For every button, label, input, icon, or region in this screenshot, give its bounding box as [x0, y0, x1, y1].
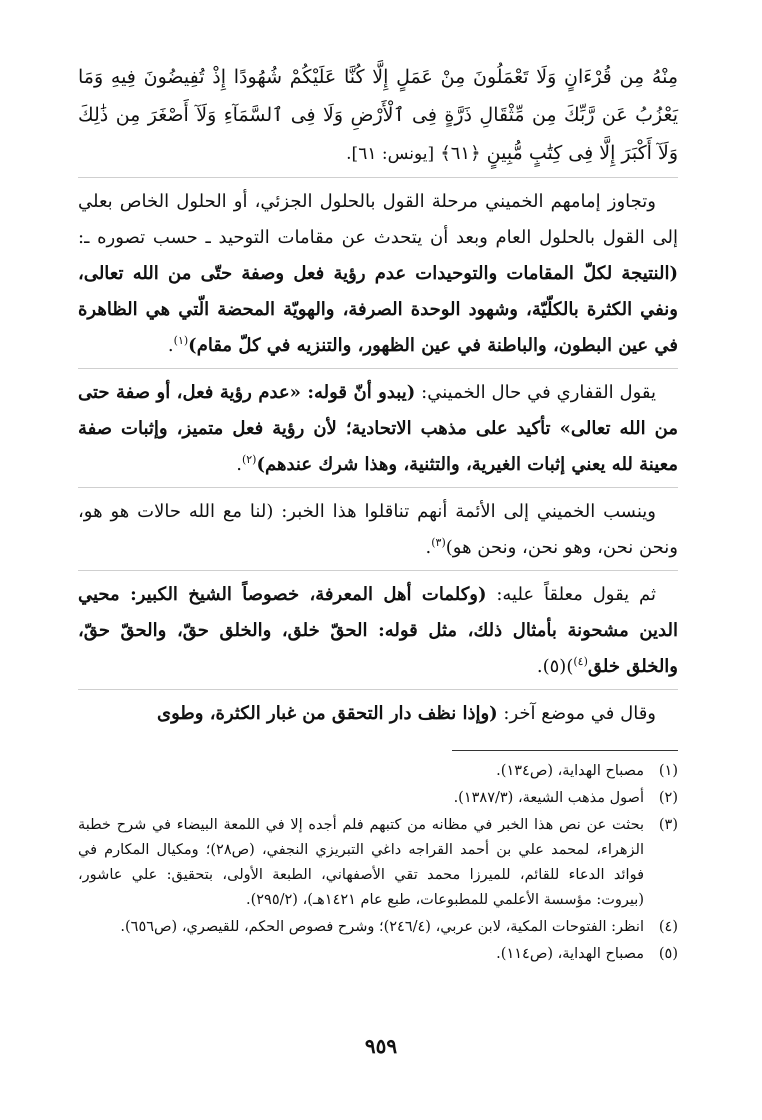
quran-verse-text: مِنْهُ مِن قُرْءَانٍ وَلَا تَعْمَلُونَ مِنْ عَمَلٍ إِلَّا كُنَّا عَلَيْكُمْ شُهُودًا إِذْ تُفِيضُونَ فِيهِ وَمَا يَعْزُبُ عَن رَّبِّكَ مِن مِّثْقَالِ ذَرَّةٍ فِى ٱلْأَرْضِ وَلَا فِى ٱلسَّمَآءِ وَلَآ أَصْغَرَ مِن ذَٰلِكَ وَلَآ أَكْبَرَ إِلَّا فِى كِتَٰبٍ مُّبِينٍ	[78, 66, 678, 164]
footnote-marker[interactable]: (١)	[173, 334, 189, 347]
paragraph-1	[78, 177, 678, 368]
paragraph-4	[78, 570, 678, 689]
paragraph-plain-text: وينسب الخميني إلى الأئمة أنهم تناقلوا هذا الخبر: (لنا مع الله حالات هو هو، ونحن نحن، وهو نحن، ونحن هو)	[78, 501, 678, 558]
paragraph-tail: )(٥).	[536, 656, 574, 677]
paragraph-plain-text: وقال في موضع آخر:	[497, 703, 656, 724]
footnote-text: بحثت عن نص هذا الخبر في مظانه من كتبهم فلم أجده إلا في اللمعة البيضاء في شرح خطبة الزهراء، لمحمد علي بن أحمد القراجه داغي التبريزي النجفي، (ص٢٨)؛ ومكيال المكارم في فوائد الدعاء للقائم، للميرزا محمد تقي الأصفهاني، الطبعة الأولى، بتحقيق: علي عاشور، (بيروت: مؤسسة الأعلمي للمطبوعات، طبع عام ١٤٢١هـ)، (٢٩٥/٢).	[78, 817, 644, 908]
paragraph-plain-text: يقول القفاري في حال الخميني:	[415, 382, 656, 403]
paragraph-quote: (وكلمات أهل المعرفة، خصوصاً الشيخ الكبير: محيي الدين مشحونة بأمثال ذلك، مثل قوله: الحقّ خلق، والخلق حقّ، والحقّ حقّ، والخلق خلق	[78, 584, 678, 677]
paragraph-tail: .	[167, 335, 174, 356]
footnote-number: (٤)	[658, 919, 678, 935]
paragraph-plain-text: ثم يقول معلقاً عليه:	[486, 584, 657, 605]
footnote-text: انظر: الفتوحات المكية، لابن عربي، (٢٤٦/٤)؛ وشرح فصوص الحكم، للقيصري، (ص٦٥٦).	[120, 919, 644, 935]
footnote-separator	[452, 750, 678, 751]
footnote-number: (٢)	[658, 790, 678, 806]
footnote-item	[78, 786, 678, 811]
paragraph-5	[78, 689, 678, 736]
footnote-marker[interactable]: (٤)	[573, 655, 588, 668]
paragraph-tail: .	[425, 537, 432, 558]
footnote-marker[interactable]: (٣)	[431, 536, 446, 549]
paragraph-3	[78, 487, 678, 570]
footnote-number: (٣)	[658, 817, 678, 833]
ayah-number-mark: ﴿٦١﴾	[440, 143, 481, 164]
paragraph-tail: .	[236, 454, 242, 475]
footnote-number: (١)	[658, 763, 678, 779]
footnote-text: مصباح الهداية، (ص١٣٤).	[496, 763, 644, 779]
footnote-item	[78, 942, 678, 967]
footnote-item	[78, 915, 678, 940]
paragraph-quote: (يبدو أنّ قوله: «عدم رؤية فعل، أو صفة حتى من الله تعالى» تأكيد على مذهب الاتحادية؛ لأن رؤية فعل متميز، وإثبات صفة معينة لله يعني إثبات الغيرية، والتثنية، وهذا شرك عندهم)	[78, 382, 678, 475]
footnote-text: أصول مذهب الشيعة، (١٣٨٧/٣).	[453, 790, 644, 806]
page-number: ٩٥٩	[364, 1034, 398, 1058]
paragraph-quote: (النتيجة لكلّ المقامات والتوحيدات عدم رؤية فعل وصفة حتّى من الله تعالى، ونفي الكثرة بالكلّيّة، وشهود الوحدة الصرفة، والهويّة المحضة الّتي هي الظاهرة في عين البطون، والباطنة في عين الظهور، والتنزيه في كلّ مقام)	[78, 263, 678, 356]
paragraph-2	[78, 368, 678, 487]
footnote-text: مصباح الهداية، (ص١١٤).	[496, 946, 644, 962]
footnote-item	[78, 759, 678, 784]
footnote-number: (٥)	[658, 946, 678, 962]
quran-verse-block	[78, 58, 678, 173]
quran-reference: [يونس: ٦١].	[346, 144, 435, 164]
paragraph-plain-text: وتجاوز إمامهم الخميني مرحلة القول بالحلول الجزئي، أو الحلول الخاص بعلي إلى القول بالحلول العام وبعد أن يتحدث عن مقامات التوحيد ـ حسب تصوره ـ:	[78, 191, 678, 248]
footnote-item	[78, 813, 678, 913]
footnotes-section	[78, 759, 678, 967]
paragraph-quote: (وإذا نظف دار التحقق من غبار الكثرة، وطوى	[157, 703, 498, 724]
footnote-marker[interactable]: (٢)	[241, 453, 257, 466]
